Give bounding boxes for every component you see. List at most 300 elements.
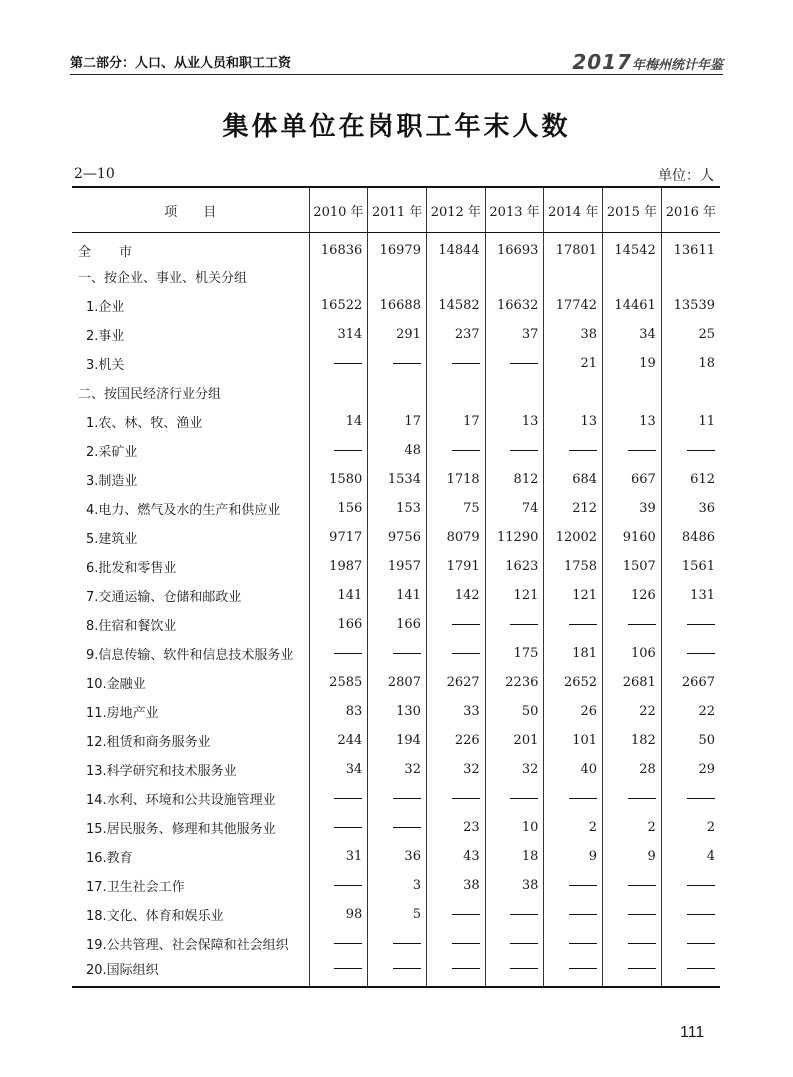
table-cell (544, 291, 603, 320)
no-data-dash (510, 450, 538, 451)
cell-value: 18 (698, 355, 715, 371)
table-cell (426, 668, 485, 697)
table-cell (368, 349, 427, 378)
table-cell (309, 900, 368, 929)
table-cell (544, 436, 603, 465)
table-cell (368, 523, 427, 552)
cell-value: 17 (463, 413, 480, 429)
cell-value: 126 (630, 587, 656, 603)
row-label (72, 842, 309, 871)
cell-value: 14844 (438, 242, 480, 258)
no-data-dash (510, 624, 538, 625)
row-label (72, 552, 309, 581)
no-data-dash (628, 968, 656, 969)
cell-value: 2652 (563, 674, 598, 690)
cell-value: 83 (345, 703, 363, 719)
cell-value: 1534 (387, 471, 421, 487)
table-cell (368, 233, 427, 262)
row-label (72, 262, 309, 291)
table-cell (603, 842, 662, 871)
table-cell (485, 842, 544, 871)
table-cell (485, 871, 544, 900)
no-data-dash (687, 943, 715, 944)
table-cell (661, 465, 720, 494)
cell-value: 9756 (387, 529, 421, 545)
row-label (72, 697, 309, 726)
no-data-dash (687, 968, 715, 969)
no-data-dash (334, 798, 362, 799)
cell-value: 19 (639, 355, 656, 371)
table-cell (309, 813, 368, 842)
table-cell (544, 407, 603, 436)
row-label-text: 10.金融业 (86, 676, 146, 692)
table-cell (309, 320, 368, 349)
table-cell (368, 726, 427, 755)
table-cell (603, 465, 662, 494)
cell-value: 226 (454, 732, 480, 748)
row-label (72, 349, 309, 378)
cell-value: 2627 (446, 674, 480, 690)
row-label-text: 2.采矿业 (86, 444, 138, 460)
table-cell (309, 871, 368, 900)
cell-value: 32 (404, 761, 421, 777)
table-cell (426, 494, 485, 523)
section-title: 第二部分：人口、从业人员和职工工资 (70, 56, 292, 71)
table-cell (368, 668, 427, 697)
row-label-text: 18.文化、体育和娱乐业 (86, 908, 224, 924)
row-label (72, 813, 309, 842)
no-data-dash (569, 798, 597, 799)
no-data-dash (393, 653, 421, 654)
table-cell (426, 233, 485, 262)
table-cell (661, 755, 720, 784)
table-cell (309, 436, 368, 465)
cell-value: 121 (572, 587, 598, 603)
cell-value: 3 (412, 877, 421, 893)
row-label-text: 7.交通运输、仓储和邮政业 (86, 589, 242, 605)
table-cell (661, 523, 720, 552)
table-cell (368, 436, 427, 465)
cell-value: 2681 (622, 674, 656, 690)
table-cell (309, 262, 368, 291)
cell-value: 314 (337, 326, 363, 342)
no-data-dash (687, 798, 715, 799)
table-cell (426, 929, 485, 958)
cell-value: 166 (396, 616, 421, 632)
table-cell (544, 958, 603, 987)
cell-value: 2807 (387, 674, 421, 690)
table-cell (485, 581, 544, 610)
table-cell (544, 465, 603, 494)
table-cell (661, 552, 720, 581)
table-cell (426, 639, 485, 668)
table-cell (544, 639, 603, 668)
table-row (72, 871, 720, 900)
cell-value: 175 (513, 645, 539, 661)
table-cell (309, 929, 368, 958)
cell-value: 32 (463, 761, 480, 777)
table-body (72, 233, 720, 987)
table-cell (309, 552, 368, 581)
table-cell (661, 842, 720, 871)
row-label (72, 958, 309, 987)
table-cell (309, 233, 368, 262)
table-cell (309, 291, 368, 320)
no-data-dash (569, 943, 597, 944)
row-label (72, 581, 309, 610)
cell-value: 31 (345, 848, 363, 864)
table-cell (661, 900, 720, 929)
table-cell (544, 900, 603, 929)
cell-value: 34 (639, 326, 656, 342)
cell-value: 106 (630, 645, 656, 661)
table-cell (544, 726, 603, 755)
table-cell (544, 610, 603, 639)
no-data-dash (628, 885, 656, 886)
table-cell (661, 494, 720, 523)
table-cell (368, 900, 427, 929)
row-label (72, 233, 309, 262)
cell-value: 40 (580, 761, 598, 777)
table-cell (544, 552, 603, 581)
no-data-dash (393, 968, 421, 969)
cell-value: 8079 (446, 529, 480, 545)
cell-value: 38 (463, 877, 480, 893)
cell-value: 36 (404, 848, 421, 864)
table-header-row (72, 187, 720, 233)
table-cell (485, 233, 544, 262)
row-label-text: 11.房地产业 (86, 705, 159, 721)
table-cell (368, 697, 427, 726)
table-cell (368, 871, 427, 900)
table-cell (661, 436, 720, 465)
cell-value: 26 (580, 703, 598, 719)
table-cell (368, 465, 427, 494)
table-cell (485, 813, 544, 842)
no-data-dash (510, 798, 538, 799)
table-row (72, 842, 720, 871)
row-label-text: 1.企业 (86, 299, 125, 315)
row-label-text: 14.水利、环境和公共设施管理业 (86, 792, 276, 808)
cell-value: 1561 (681, 558, 715, 574)
table-cell (368, 610, 427, 639)
cell-value: 291 (396, 326, 421, 342)
cell-value: 11 (698, 413, 715, 429)
no-data-dash (628, 798, 656, 799)
cell-value: 1987 (329, 558, 363, 574)
table-cell (426, 610, 485, 639)
table-row (72, 407, 720, 436)
table-cell (426, 349, 485, 378)
table-cell (603, 523, 662, 552)
table-row (72, 320, 720, 349)
cell-value: 5 (412, 906, 421, 922)
table-cell (544, 581, 603, 610)
cell-value: 48 (404, 442, 421, 458)
table-cell (485, 900, 544, 929)
cell-value: 9717 (329, 529, 363, 545)
table-cell (603, 929, 662, 958)
cell-value: 23 (463, 819, 480, 835)
no-data-dash (334, 363, 362, 364)
row-label (72, 755, 309, 784)
cell-value: 166 (337, 616, 363, 632)
table-cell (544, 233, 603, 262)
table-cell (485, 407, 544, 436)
no-data-dash (452, 968, 480, 969)
no-data-dash (393, 943, 421, 944)
running-header (70, 50, 723, 72)
cell-value: 1507 (622, 558, 656, 574)
cell-value: 13 (639, 413, 656, 429)
table-cell (485, 784, 544, 813)
cell-value: 1758 (563, 558, 598, 574)
table-cell (309, 842, 368, 871)
no-data-dash (452, 943, 480, 944)
cell-value: 130 (396, 703, 421, 719)
row-label (72, 610, 309, 639)
table-cell (426, 291, 485, 320)
cell-value: 2236 (505, 674, 539, 690)
table-cell (485, 436, 544, 465)
cell-value: 11290 (497, 529, 539, 545)
cell-value: 16688 (379, 297, 421, 313)
table-cell (544, 320, 603, 349)
cell-value: 10 (521, 819, 539, 835)
table-cell (544, 697, 603, 726)
cell-value: 1957 (387, 558, 421, 574)
table-cell (661, 726, 720, 755)
table-cell (603, 784, 662, 813)
table-cell (426, 958, 485, 987)
column-header-year: 2013 年 (485, 187, 544, 233)
row-label (72, 668, 309, 697)
table-cell (544, 813, 603, 842)
cell-value: 684 (572, 471, 598, 487)
table-cell (309, 784, 368, 813)
table-cell (485, 320, 544, 349)
table-row (72, 291, 720, 320)
table-cell (368, 842, 427, 871)
table-cell (309, 958, 368, 987)
table-cell (544, 523, 603, 552)
table-row (72, 552, 720, 581)
table-cell (544, 755, 603, 784)
row-label-text: 5.建筑业 (86, 531, 138, 547)
row-label-text: 1.农、林、牧、渔业 (86, 415, 203, 431)
row-label-text: 3.机关 (86, 357, 125, 373)
table-cell (485, 378, 544, 407)
table-cell (368, 755, 427, 784)
table-cell (661, 929, 720, 958)
table-cell (661, 291, 720, 320)
cell-value: 153 (396, 500, 421, 516)
table-cell (426, 262, 485, 291)
table-row (72, 697, 720, 726)
table-cell (661, 378, 720, 407)
cell-value: 32 (521, 761, 539, 777)
table-cell (368, 291, 427, 320)
table-cell (603, 900, 662, 929)
row-label (72, 726, 309, 755)
cell-value: 17801 (555, 242, 598, 258)
table-row (72, 726, 720, 755)
table-cell (426, 726, 485, 755)
cell-value: 50 (521, 703, 539, 719)
cell-value: 22 (698, 703, 715, 719)
column-header-year: 2011 年 (368, 187, 427, 233)
cell-value: 13 (521, 413, 539, 429)
table-cell (661, 668, 720, 697)
table-cell (309, 349, 368, 378)
table-cell (309, 407, 368, 436)
no-data-dash (510, 914, 538, 915)
table-cell (368, 813, 427, 842)
row-label (72, 900, 309, 929)
cell-value: 4 (706, 848, 715, 864)
table-cell (309, 465, 368, 494)
table-cell (368, 958, 427, 987)
table-cell (603, 639, 662, 668)
no-data-dash (334, 653, 362, 654)
cell-value: 16836 (320, 242, 363, 258)
table-cell (661, 813, 720, 842)
column-header-year: 2012 年 (426, 187, 485, 233)
table-cell (426, 784, 485, 813)
table-cell (368, 378, 427, 407)
cell-value: 36 (698, 500, 715, 516)
no-data-dash (687, 914, 715, 915)
table-cell (661, 262, 720, 291)
row-label-text: 8.住宿和餐饮业 (86, 618, 177, 634)
table-cell (544, 349, 603, 378)
table-row (72, 494, 720, 523)
table-cell (661, 581, 720, 610)
cell-value: 38 (521, 877, 539, 893)
cell-value: 1791 (446, 558, 480, 574)
row-label-text: 4.电力、燃气及水的生产和供应业 (86, 502, 281, 518)
no-data-dash (628, 624, 656, 625)
row-label (72, 929, 309, 958)
cell-value: 43 (463, 848, 480, 864)
cell-value: 12002 (555, 529, 598, 545)
table-row (72, 436, 720, 465)
no-data-dash (452, 653, 480, 654)
no-data-dash (628, 914, 656, 915)
table-row (72, 958, 720, 987)
table-row (72, 378, 720, 407)
cell-value: 182 (630, 732, 656, 748)
row-label (72, 378, 309, 407)
cell-value: 14582 (438, 297, 480, 313)
row-label (72, 871, 309, 900)
table-cell (603, 726, 662, 755)
no-data-dash (687, 624, 715, 625)
cell-value: 39 (639, 500, 656, 516)
cell-value: 98 (345, 906, 363, 922)
no-data-dash (452, 914, 480, 915)
table-cell (544, 668, 603, 697)
table-cell (603, 871, 662, 900)
row-label-text: 一、按企业、事业、机关分组 (78, 270, 248, 286)
table-cell (603, 407, 662, 436)
no-data-dash (393, 363, 421, 364)
table-cell (485, 610, 544, 639)
cell-value: 8486 (681, 529, 715, 545)
cell-value: 244 (337, 732, 363, 748)
no-data-dash (334, 968, 362, 969)
cell-value: 21 (580, 355, 598, 371)
table-cell (603, 610, 662, 639)
column-header-year: 2015 年 (603, 187, 662, 233)
cell-value: 667 (630, 471, 656, 487)
no-data-dash (393, 827, 421, 828)
table-cell (661, 958, 720, 987)
table-cell (603, 349, 662, 378)
table-cell (426, 436, 485, 465)
table-cell (368, 262, 427, 291)
row-label-text: 15.居民服务、修理和其他服务业 (86, 821, 276, 837)
cell-value: 141 (396, 587, 421, 603)
no-data-dash (393, 798, 421, 799)
cell-value: 101 (572, 732, 598, 748)
no-data-dash (334, 885, 362, 886)
table-cell (309, 494, 368, 523)
table-cell (485, 552, 544, 581)
table-row (72, 639, 720, 668)
table-cell (426, 552, 485, 581)
no-data-dash (628, 450, 656, 451)
table-cell (544, 262, 603, 291)
column-header-year: 2010 年 (309, 187, 368, 233)
table-cell (603, 755, 662, 784)
row-label (72, 784, 309, 813)
table-cell (309, 697, 368, 726)
table-row (72, 755, 720, 784)
no-data-dash (569, 914, 597, 915)
table-row (72, 581, 720, 610)
table-cell (426, 813, 485, 842)
table-cell (368, 784, 427, 813)
table-cell (309, 523, 368, 552)
page-number: 111 (680, 1024, 705, 1041)
table-cell (485, 262, 544, 291)
table-cell (309, 726, 368, 755)
table-cell (485, 465, 544, 494)
cell-value: 18 (521, 848, 539, 864)
table-cell (603, 552, 662, 581)
table-cell (603, 494, 662, 523)
table-cell (309, 639, 368, 668)
table-cell (603, 378, 662, 407)
cell-value: 14542 (614, 242, 656, 258)
cell-value: 2 (588, 819, 598, 835)
table-cell (661, 784, 720, 813)
statistics-table (72, 186, 720, 988)
table-cell (485, 494, 544, 523)
table-row (72, 523, 720, 552)
table-cell (603, 581, 662, 610)
table-cell (426, 581, 485, 610)
table-row (72, 900, 720, 929)
table-row (72, 668, 720, 697)
table-cell (426, 842, 485, 871)
cell-value: 2667 (681, 674, 715, 690)
table-cell (661, 233, 720, 262)
column-header-year: 2016 年 (661, 187, 720, 233)
cell-value: 37 (521, 326, 539, 342)
row-label (72, 407, 309, 436)
